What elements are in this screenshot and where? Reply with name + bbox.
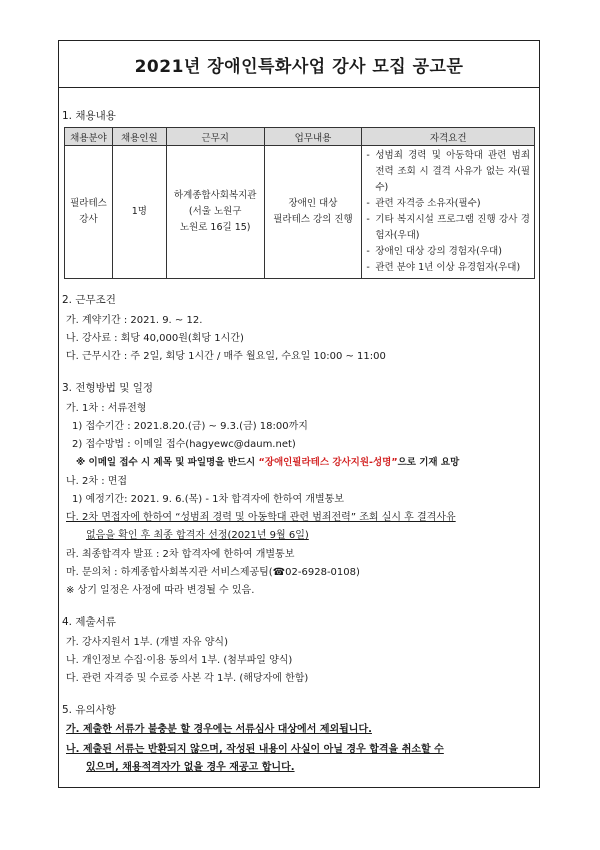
requirement-text: 기타 복지시설 프로그램 진행 강사 경험자(우대) — [375, 214, 530, 241]
header-count: 채용인원 — [112, 128, 166, 146]
schedule-note: ※ 상기 일정은 사정에 따라 변경될 수 있음. — [66, 585, 255, 596]
stage-1-title: 가. 1차 : 서류전형 — [66, 403, 147, 414]
page-title: 2021년 장애인특화사업 강사 모집 공고문 — [58, 40, 540, 88]
place-line: (서울 노원구 — [188, 206, 242, 217]
work-hours: 다. 근무시간 : 주 2일, 회당 1시간 / 매주 월요일, 수요일 10:00 ~ 11:00 — [66, 351, 386, 362]
email-notice — [76, 454, 459, 468]
cell-place — [166, 146, 264, 279]
application-period: 1) 접수기간 : 2021.8.20.(금) ~ 9.3.(금) 18:00까지 — [72, 421, 308, 432]
header-requirements: 자격요건 — [362, 128, 535, 146]
cell-requirements — [362, 146, 535, 279]
header-task: 업무내용 — [264, 128, 362, 146]
section-2-heading: 2. 근무조건 — [62, 294, 116, 306]
requirement-text: 성범죄 경력 및 아동학대 관련 범죄 전력 조회 시 결격 사유가 없는 자(필수) — [375, 150, 530, 193]
background-check-line-1: 다. 2차 면접자에 한하여 “성범죄 경력 및 아동학대 관련 범죄전력” 조회 실시 후 결격사유 — [66, 512, 456, 523]
field-line: 필라테스 — [70, 198, 107, 209]
section-4-heading: 4. 제출서류 — [62, 616, 116, 628]
requirement-text: 관련 자격증 소유자(필수) — [375, 198, 481, 209]
field-line: 강사 — [79, 214, 98, 225]
caution-2-line-1: 나. 제출된 서류는 반환되지 않으며, 작성된 내용이 사실이 아닐 경우 합격을 취소할 수 — [66, 744, 444, 755]
final-announcement: 라. 최종합격자 발표 : 2차 합격자에 한하여 개별통보 — [66, 549, 295, 560]
requirement-text: 관련 분야 1년 이상 유경험자(우대) — [375, 262, 521, 273]
contact-info: 마. 문의처 : 하계종합사회복지관 서비스제공팀(☎02-6928-0108) — [66, 567, 360, 578]
requirement-item: - 장애인 대상 강의 경험자(우대) — [366, 244, 530, 260]
document-application: 가. 강사지원서 1부. (개별 자유 양식) — [66, 637, 228, 648]
interview-period: 1) 예정기간: 2021. 9. 6.(목) - 1차 합격자에 한하여 개별통보 — [72, 494, 344, 505]
email-notice-post: 으로 기재 요망 — [397, 457, 460, 468]
place-line: 하계종합사회복지관 — [173, 190, 257, 201]
cell-task — [264, 146, 362, 279]
caution-1: 가. 제출한 서류가 불충분 할 경우에는 서류심사 대상에서 제외됩니다. — [66, 724, 372, 735]
caution-2-line-2: 있으며, 채용적격자가 없을 경우 재공고 합니다. — [86, 762, 295, 773]
section-5-heading: 5. 유의사항 — [62, 704, 116, 716]
task-line: 장애인 대상 — [288, 198, 338, 209]
table-row — [65, 146, 535, 279]
task-line: 필라테스 강의 진행 — [273, 214, 353, 225]
application-method: 2) 접수방법 : 이메일 접수(hagyewc@daum.net) — [72, 439, 296, 450]
place-line: 노원로 16길 15) — [179, 222, 251, 233]
email-notice-subject: “장애인필라테스 강사지원-성명” — [258, 457, 398, 468]
document-certificates: 다. 관련 자격증 및 수료증 사본 각 1부. (해당자에 한함) — [66, 673, 309, 684]
section-1-heading: 1. 채용내용 — [62, 110, 116, 122]
hiring-table-header-row — [65, 128, 535, 146]
hiring-table — [64, 127, 535, 279]
requirement-item: - 관련 분야 1년 이상 유경험자(우대) — [366, 260, 530, 276]
requirement-text: 장애인 대상 강의 경험자(우대) — [375, 246, 502, 257]
cell-count: 1명 — [112, 146, 166, 279]
requirement-item: - 성범죄 경력 및 아동학대 관련 범죄 전력 조회 시 결격 사유가 없는 자(필수) — [366, 148, 530, 196]
document-privacy-consent: 나. 개인정보 수집·이용 동의서 1부. (첨부파일 양식) — [66, 655, 293, 666]
contract-period: 가. 계약기간 : 2021. 9. ~ 12. — [66, 315, 203, 326]
requirement-item: - 기타 복지시설 프로그램 진행 강사 경험자(우대) — [366, 212, 530, 244]
header-place: 근무지 — [166, 128, 264, 146]
section-3-heading: 3. 전형방법 및 일정 — [62, 382, 154, 394]
cell-field — [65, 146, 113, 279]
header-field: 채용분야 — [65, 128, 113, 146]
stage-2-title: 나. 2차 : 면접 — [66, 476, 128, 487]
background-check-line-2: 없음을 확인 후 최종 합격자 선정(2021년 9월 6일) — [86, 530, 309, 541]
email-notice-pre: ※ 이메일 접수 시 제목 및 파일명을 반드시 — [76, 457, 259, 468]
requirement-item: - 관련 자격증 소유자(필수) — [366, 196, 530, 212]
lecture-fee: 나. 강사료 : 회당 40,000원(회당 1시간) — [66, 333, 244, 344]
